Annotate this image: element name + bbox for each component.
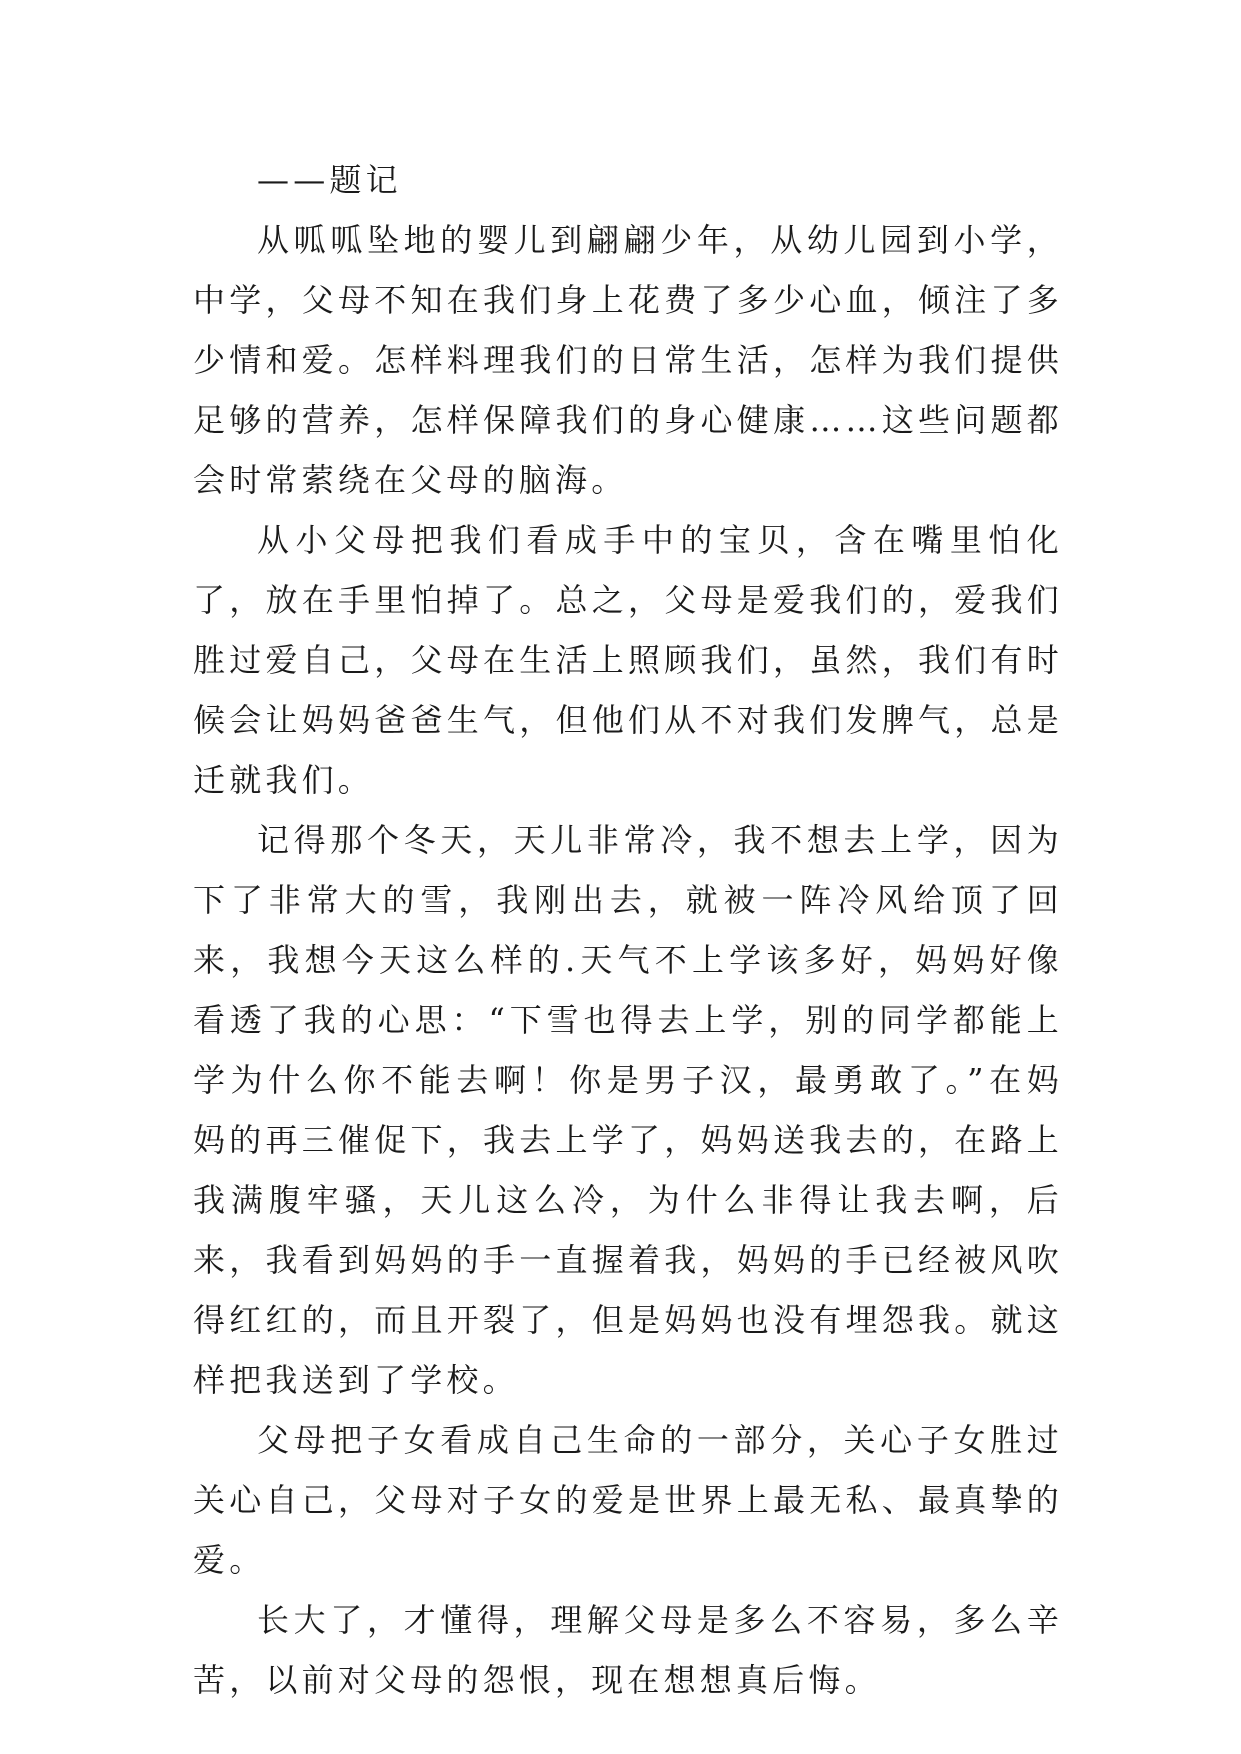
epigraph: ——题记: [257, 161, 402, 199]
paragraph-2: 从小父母把我们看成手中的宝贝，含在嘴里怕化了，放在手里怕掉了。总之，父母是爱我们的，爱我们胜过爱自己，父母在生活上照顾我们，虽然，我们有时候会让妈妈爸爸生气，但他们从不对我们发脾气，总是迁就我们。: [193, 521, 1063, 799]
article-body: [193, 150, 1063, 1710]
paragraph-3: 记得那个冬天，天儿非常冷，我不想去上学，因为下了非常大的雪，我刚出去，就被一阵冷风给顶了回来，我想今天这么样的.天气不上学该多好，妈妈好像看透了我的心思：“下雪也得去上学，别的同学都能上学为什么你不能去啊！你是男子汉，最勇敢了。”在妈妈的再三催促下，我去上学了，妈妈送我去的，在路上我满腹牢骚，天儿这么冷，为什么非得让我去啊，后来，我看到妈妈的手一直握着我，妈妈的手已经被风吹得红红的，而且开裂了，但是妈妈也没有埋怨我。就这样把我送到了学校。: [193, 821, 1063, 1399]
paragraph-1: 从呱呱坠地的婴儿到翩翩少年，从幼儿园到小学，中学，父母不知在我们身上花费了多少心血，倾注了多少情和爱。怎样料理我们的日常生活，怎样为我们提供足够的营养，怎样保障我们的身心健康……这些问题都会时常萦绕在父母的脑海。: [193, 221, 1063, 499]
paragraph-4: 父母把子女看成自己生命的一部分，关心子女胜过关心自己，父母对子女的爱是世界上最无私、最真挚的爱。: [193, 1421, 1063, 1579]
paragraph-5: 长大了，才懂得，理解父母是多么不容易，多么辛苦，以前对父母的怨恨，现在想想真后悔。: [193, 1601, 1063, 1699]
